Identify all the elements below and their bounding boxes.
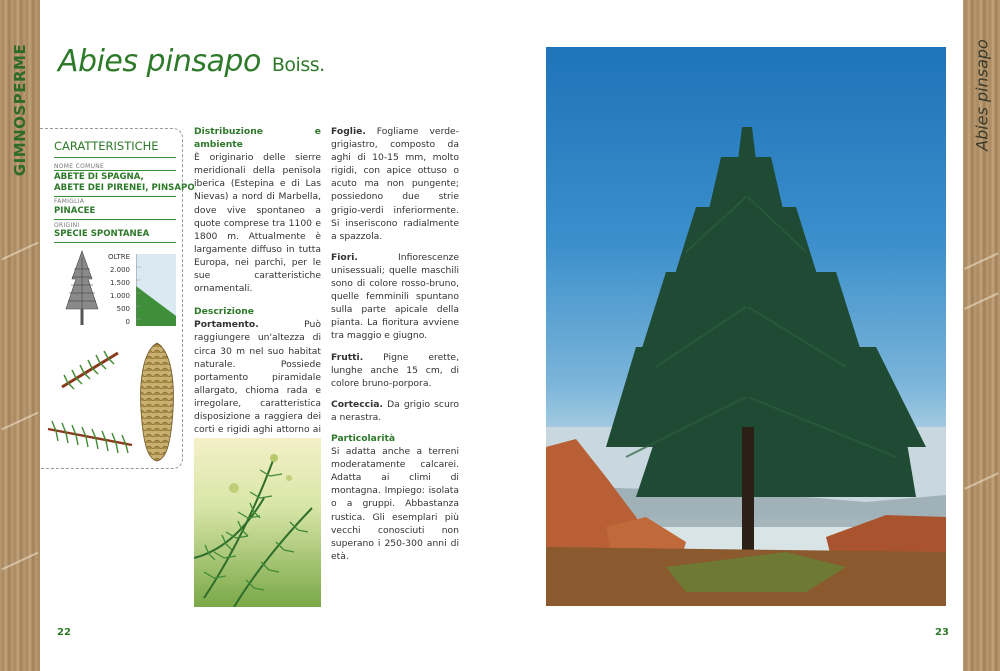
cone-illustration <box>137 341 177 463</box>
altitude-tick: 500 <box>116 305 130 313</box>
label-corteccia: Corteccia. <box>331 398 383 410</box>
tree-photo <box>546 47 946 606</box>
heading-descrizione: Descrizione <box>194 306 255 318</box>
branch-illustration <box>58 347 122 393</box>
common-name-value-1: ABETE DI SPAGNA, <box>54 172 144 182</box>
page-number-left: 22 <box>57 627 71 638</box>
divider <box>54 219 176 220</box>
branch-illustration-2 <box>46 415 136 455</box>
text-column-1 <box>194 125 321 457</box>
altitude-tick: 2.000 <box>109 266 130 274</box>
paragraph-corteccia: Da grigio scuro a nerastra. <box>331 398 459 423</box>
paragraph-distribuzione: È originario delle sierre meridionali della penisola iberica (Estepina e di Las Nievas) a nord di Marbella, dove vive spontaneo a quote comprese tra 1100 e 1800 m. Attualmente è largamente diffuso in tutta Europa, nei parchi, per le sue caratteristiche ornamentali. <box>194 152 321 295</box>
divider <box>54 242 176 243</box>
tree-silhouette-illustration <box>62 249 102 331</box>
divider <box>54 157 176 158</box>
common-name-label: NOME COMUNE <box>54 163 105 170</box>
paragraph-fiori: Infiorescenze unisessuali; quelle maschili sono di colore rosso-bruno, quelle femminili spuntano sulla parte apicale della pianta. La fioritura avviene tra maggio e giugno. <box>331 251 459 342</box>
label-frutti: Frutti. <box>331 351 364 363</box>
label-fiori: Fiori. <box>331 251 358 263</box>
page-title <box>58 44 325 79</box>
altitude-tick: OLTRE <box>107 253 130 261</box>
family-label: FAMIGLIA <box>54 198 85 205</box>
altitude-tick: 1.500 <box>109 279 130 287</box>
heading-distribuzione: Distribuzione e ambiente <box>194 126 321 151</box>
altitude-bar <box>136 254 178 328</box>
paragraph-portamento: Può raggiungere un'altezza di circa 30 m nel suo habitat naturale. Possiede portamento piramidale allargato, chioma rada e irregolare, caratteristica disposizione a raggiera dei corti e rigidi aghi attorno ai <box>194 319 321 436</box>
paragraph-foglie: Fogliame verde-grigiastro, composto da aghi di 10-15 mm, molto rigidi, con apice ottuso o acuto ma non pungente; possiedono due strie grigio-verdi inferiormente. Si inseriscono radialmente a spazzola. <box>331 126 459 242</box>
species-name: Abies pinsapo <box>58 44 261 79</box>
origins-value: SPECIE SPONTANEA <box>54 229 150 239</box>
altitude-tick: 0 <box>125 318 130 326</box>
paragraph-particolarita: Si adatta anche a terreni moderatamente calcarei. Adatta ai climi di montagna. Impiego: isolata o a gruppi. Abbastanza rustica. Gli esemplari più vecchi conosciuti non superano i 250-300 anni di età. <box>331 446 459 562</box>
origins-label: ORIGINI <box>54 222 80 229</box>
divider <box>54 170 176 171</box>
text-column-2 <box>331 125 459 571</box>
species-author: Boiss. <box>271 54 325 76</box>
page-number-right: 23 <box>935 627 949 638</box>
family-value: PINACEE <box>54 206 96 216</box>
altitude-tick: 1.000 <box>109 292 130 300</box>
heading-particolarita: Particolarità <box>331 432 396 444</box>
common-name-value-2: ABETE DEI PIRENEI, PINSAPO <box>54 183 195 193</box>
divider <box>54 196 176 197</box>
label-portamento: Portamento. <box>194 319 259 331</box>
label-foglie: Foglie. <box>331 126 366 137</box>
branch-photo <box>194 438 321 607</box>
card-title: CARATTERISTICHE <box>54 139 159 153</box>
running-title: Abies pinsapo <box>972 39 991 151</box>
paragraph-frutti: Pigne erette, lunghe anche 15 cm, di colore bruno-porpora. <box>331 351 460 389</box>
section-label: GIMNOSPERME <box>11 43 29 177</box>
